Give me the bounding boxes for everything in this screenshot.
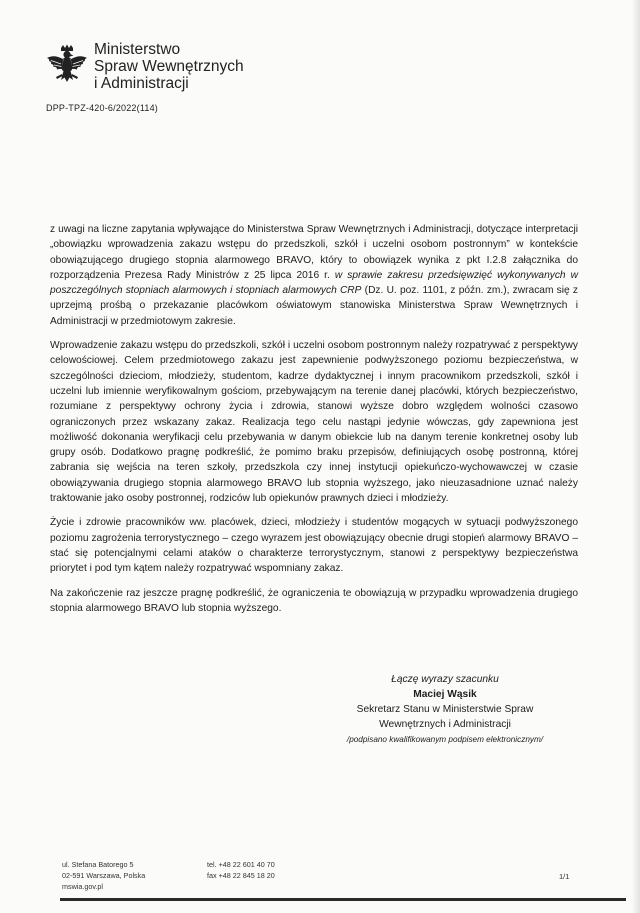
address-city: 02-591 Warszawa, Polska (62, 871, 146, 880)
paragraph-1 (50, 222, 578, 329)
reference-number: DPP-TPZ-420-6/2022(114) (46, 103, 158, 113)
footer-address (62, 859, 145, 892)
polish-eagle-emblem-icon (46, 44, 88, 90)
ministry-line-2: Spraw Wewnętrznych (94, 58, 244, 75)
signatory-name: Maciej Wąsik (413, 689, 477, 700)
signatory-title-line-2: Wewnętrznych i Administracji (379, 719, 511, 730)
scan-edge-shadow (632, 0, 640, 913)
ministry-name (94, 41, 244, 92)
letter-body (50, 222, 578, 625)
ministry-line-3: i Administracji (94, 75, 189, 92)
phone: tel. +48 22 601 40 70 (207, 860, 275, 869)
signatory-title-line-1: Sekretarz Stanu w Ministerstwie Spraw (356, 704, 534, 715)
signature-block (330, 672, 560, 747)
fax: fax +48 22 845 18 20 (207, 871, 275, 880)
electronic-signature-note: /podpisano kwalifikowanym podpisem elektronicznym/ (346, 735, 544, 744)
paragraph-3: Życie i zdrowie pracowników ww. placówek, dzieci, młodzieży i studentów mogących w sytuacji podwyższonego poziomu zagrożenia terrorystycznego – czego wyrazem jest obowiązujący obecnie drugi stopień alarmowy BRAVO – stać się potencjalnymi celami ataków o charakterze terrorystycznym, stanowi z perspektywy bezpieczeństwa priorytet i pod tym kątem należy rozpatrywać wspomniany zakaz. (50, 517, 578, 575)
regulation-title: w sprawie zakresu przedsięwzięć wykonywanych w poszczególnych stopniach alarmowych i stopniach alarmowych CRP (50, 269, 578, 297)
paragraph-2: Wprowadzenie zakazu wstępu do przedszkoli, szkół i uczelni osobom postronnym należy rozpatrywać z perspektywy celowościowej. Celem przedmiotowego zakazu jest zapewnienie podwyższonego poziomu bezpieczeństwa, w szczególności dzieciom, młodzieży, studentom, kadrze dydaktycznej i innym pracownikom przedszkoli, szkół i uczelni lub imiennie weryfikowalnym gościom, przebywającym na terenie danej placówki, których bezpieczeństwo, rozumiane z perspektywy ochrony życia i zdrowia, stanowi wyższe dobro względem wolności czasowo ograniczonych przez wskazany zakaz. Realizacja tego celu nastąpi jedynie wówczas, gdy zapewniona jest możliwość dokonania weryfikacji celu przebywania w danym obiekcie lub na danym terenie konkretnej osoby lub grupy osób. Dodatkowo pragnę podkreślić, że pomimo braku przepisów, definiujących osobę postronną, której zabrania się wejścia na teren szkoły, przedszkola czy innej instytucji opiekuńczo-wychowawczej w czasie obowiązywania drugiego stopnia alarmowego BRAVO lub stopnia wyższego, jako nieuzasadnione uznać należy traktowanie jako osoby postronnej, rodziców lub opiekunów prawnych dzieci i młodzieży. (50, 340, 578, 505)
ministry-line-1: Ministerstwo (94, 41, 181, 58)
footer-rule (60, 898, 626, 901)
paragraph-1-start: z uwagi na liczne zapytania wpływające do Ministerstwa Spraw Wewnętrznych i Administracji, dotyczące interpretacji „obowiązku wprowadzenia zakazu wstępu do przedszkoli, szkół i uczelni osobom postronnym” w kontekście obowiązującego drugiego stopnia alarmowego BRAVO, który to obowiązek wynika z pkt I.2.8 załącznika do rozporządzenia Prezesa Rady Ministrów z 25 lipca 2016 r. (50, 224, 578, 281)
footer-contact (207, 859, 275, 881)
paragraph-4: Na zakończenie raz jeszcze pragnę podkreślić, że ograniczenia te obowiązują w przypadku wprowadzenia drugiego stopnia alarmowego BRAVO lub stopnia wyższego. (50, 587, 578, 614)
website: mswia.gov.pl (62, 882, 104, 891)
address-street: ul. Stefana Batorego 5 (62, 860, 134, 869)
page-number: 1/1 (559, 872, 570, 881)
paragraph-1-end: (Dz. U. poz. 1101, z późn. zm.), zwracam się z uprzejmą prośbą o przekazanie placówkom oświatowym stanowiska Ministerstwa Spraw Wewnętrznych i Administracji w przedmiotowym zakresie. (50, 285, 578, 327)
closing-phrase: Łączę wyrazy szacunku (391, 674, 499, 685)
